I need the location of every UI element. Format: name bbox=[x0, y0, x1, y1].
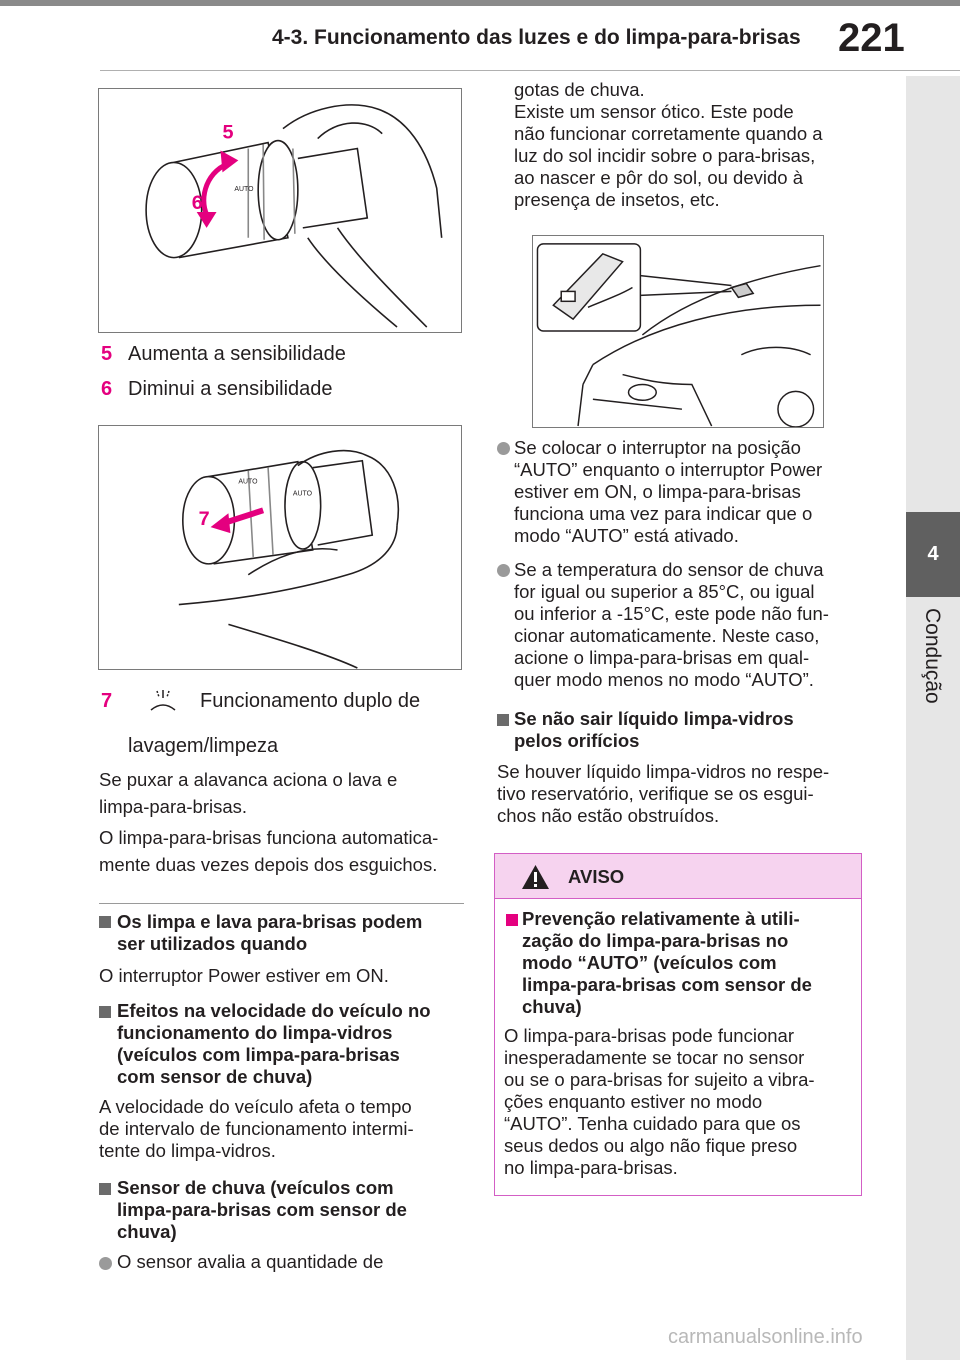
callout-5: 5 bbox=[222, 121, 234, 144]
page-number: 221 bbox=[838, 16, 905, 60]
bullet-temperature: Se a temperatura do sensor de chuva for igual ou superior a 85°C, ou igual ou inferior a -15°C, este pode não fun- cionar automaticamente. Neste caso, acione o limpa-para-brisas em qual- quer modo menos no modo “AUTO”. bbox=[514, 559, 829, 690]
header-divider bbox=[100, 70, 960, 71]
paragraph-auto-twice: O limpa-para-brisas funciona automatica- mente duas vezes depois dos esguichos. bbox=[99, 827, 439, 875]
warning-title: AVISO bbox=[568, 866, 625, 887]
bullet-dot bbox=[497, 442, 510, 455]
car-windshield-sensor-illustration bbox=[533, 236, 823, 427]
step-6-text: Diminui a sensibilidade bbox=[128, 378, 333, 400]
warning-heading: Prevenção relativamente à utili- zação do limpa-para-brisas no modo “AUTO” (veículos com limpa-para-brisas com sensor de chuva) bbox=[522, 908, 812, 1017]
section-title: 4-3. Funcionamento das luzes e do limpa-para-brisas bbox=[272, 26, 801, 49]
header-rule bbox=[0, 0, 960, 6]
step-7-text-line2: lavagem/limpeza bbox=[128, 735, 279, 757]
bullet-dot bbox=[497, 564, 510, 577]
bullet-auto-position: Se colocar o interruptor na posição “AUTO” enquanto o interruptor Power estiver em ON, o limpa-para-brisas funciona uma vez para indicar que o modo “AUTO” está ativado. bbox=[514, 437, 823, 546]
heading-rain-sensor: Sensor de chuva (veículos com limpa-para-brisas com sensor de chuva) bbox=[117, 1177, 407, 1242]
side-tab-background bbox=[906, 76, 960, 1360]
step-7 bbox=[101, 690, 128, 713]
warning-header bbox=[495, 854, 861, 899]
heading-marker bbox=[99, 1183, 111, 1195]
hand-pulling-lever-illustration bbox=[99, 426, 461, 669]
paragraph-speed-effects: A velocidade do veículo afeta o tempo de intervalo de funcionamento intermi- tente do limpa-vidros. bbox=[99, 1096, 414, 1161]
heading-marker bbox=[99, 1006, 111, 1018]
figure-washer-lever bbox=[98, 425, 462, 670]
paragraph-power-on: O interruptor Power estiver em ON. bbox=[99, 965, 389, 986]
step-7-number: 7 bbox=[101, 690, 113, 712]
hand-turning-knob-illustration bbox=[99, 89, 461, 332]
bullet-dot bbox=[99, 1257, 112, 1270]
bullet-sensor-evaluates-continued: gotas de chuva. Existe um sensor ótico. Este pode não funcionar corretamente quando a luz do sol incidir sobre o para-brisas, ao nascer e pôr do sol, ou devido à presença de insetos, etc. bbox=[514, 79, 823, 210]
figure-rain-sensor-location bbox=[532, 235, 824, 428]
warning-triangle-icon bbox=[521, 864, 550, 890]
heading-marker bbox=[497, 714, 509, 726]
svg-text:AUTO: AUTO bbox=[238, 478, 258, 486]
washer-icon bbox=[149, 688, 177, 714]
step-6-number: 6 bbox=[101, 378, 113, 400]
step-5-text: Aumenta a sensibilidade bbox=[128, 343, 346, 365]
heading-speed-effects: Efeitos na velocidade do veículo no funcionamento do limpa-vidros (veículos com limpa-para-brisas com sensor de chuva) bbox=[117, 1000, 431, 1087]
bullet-sensor-evaluates: O sensor avalia a quantidade de bbox=[117, 1251, 384, 1272]
section-divider bbox=[99, 903, 464, 904]
chapter-tab[interactable]: 4 bbox=[906, 512, 960, 597]
warning-box bbox=[494, 853, 862, 1196]
figure-sensitivity-knob bbox=[98, 88, 462, 333]
heading-no-washer-fluid: Se não sair líquido limpa-vidros pelos orifícios bbox=[514, 708, 794, 751]
step-5 bbox=[101, 343, 346, 366]
warning-body: O limpa-para-brisas pode funcionar inesperadamente se tocar no sensor ou se o para-brisas for sujeito a vibra- ções enquanto estiver no modo “AUTO”. Tenha cuidado para que os seus dedos ou algo não fique preso no limpa-para-brisas. bbox=[504, 1025, 815, 1178]
step-6 bbox=[101, 378, 333, 401]
heading-usable-when: Os limpa e lava para-brisas podem ser utilizados quando bbox=[117, 911, 423, 954]
callout-6: 6 bbox=[191, 192, 203, 215]
svg-text:AUTO: AUTO bbox=[292, 490, 313, 498]
step-5-number: 5 bbox=[101, 343, 113, 365]
paragraph-pull-lever: Se puxar a alavanca aciona o lava e limpa-para-brisas. bbox=[99, 769, 398, 817]
paragraph-no-washer-fluid: Se houver líquido limpa-vidros no respe- tivo reservatório, verifique se os esgui- chos não estão obstruídos. bbox=[497, 761, 830, 826]
heading-marker bbox=[99, 916, 111, 928]
callout-7: 7 bbox=[198, 508, 210, 531]
svg-text:AUTO: AUTO bbox=[234, 186, 254, 194]
chapter-label: Condução bbox=[921, 608, 944, 704]
watermark: carmanualsonline.info bbox=[668, 1326, 863, 1348]
warning-heading-marker bbox=[506, 914, 518, 926]
step-7-text-line1: Funcionamento duplo de bbox=[200, 690, 421, 712]
